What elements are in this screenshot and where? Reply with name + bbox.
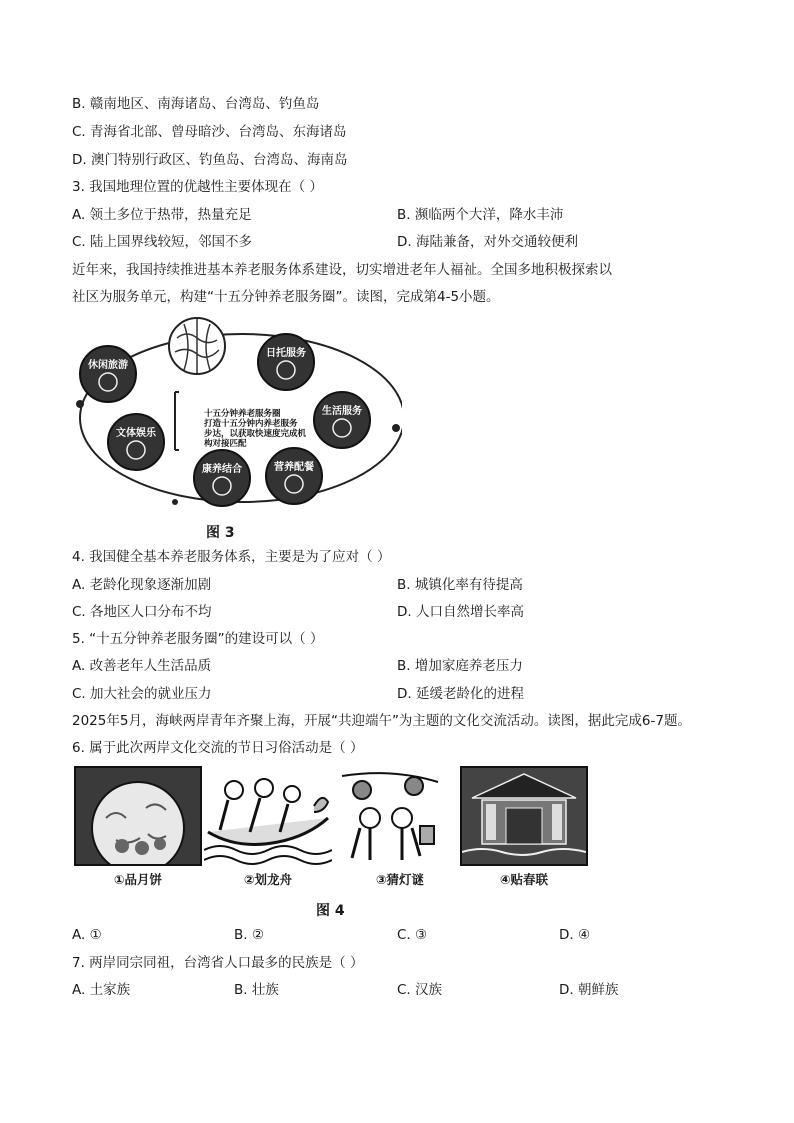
- figure-4-caption: 图 4: [316, 903, 345, 919]
- service-node-3: [314, 392, 370, 448]
- figure-3-caption: 图 3: [206, 525, 235, 541]
- service-node-2: [258, 334, 314, 390]
- figure-4-panel-1: [74, 766, 202, 888]
- figure-4-label-2: ②划龙舟: [243, 872, 293, 887]
- q7-option-b: B. 壮族: [234, 982, 279, 998]
- q3-stem: 3. 我国地理位置的优越性主要体现在（ ）: [72, 179, 323, 195]
- q6-option-b: B. ②: [234, 927, 264, 943]
- q2-option-b: B. 赣南地区、南海诸岛、台湾岛、钓鱼岛: [72, 96, 320, 112]
- q7-stem: 7. 两岸同宗同祖，台湾省人口最多的民族是（ ）: [72, 955, 364, 971]
- q4-stem: 4. 我国健全基本养老服务体系，主要是为了应对（ ）: [72, 549, 391, 565]
- q5-option-a: A. 改善老年人生活品质: [72, 658, 212, 674]
- service-node-label-2: 日托服务: [266, 348, 306, 359]
- service-node-label-5: 康养结合: [202, 464, 242, 475]
- center-text-0: 十五分钟养老服务圈: [204, 409, 281, 419]
- center-text-3: 构对接匹配: [204, 439, 247, 449]
- q3-option-c: C. 陆上国界线较短，邻国不多: [72, 234, 253, 250]
- q3-option-a: A. 领土多位于热带，热量充足: [72, 207, 252, 223]
- center-text-1: 打造十五分钟内养老服务: [204, 419, 298, 429]
- q4-option-c: C. 各地区人口分布不均: [72, 604, 212, 620]
- q4-option-d: D. 人口自然增长率高: [397, 604, 524, 620]
- service-node-label-6: 文体娱乐: [116, 428, 156, 439]
- q5-option-d: D. 延缓老龄化的进程: [397, 686, 524, 702]
- intro-4-5-line2: 社区为服务单元，构建“十五分钟养老服务圈”。读图，完成第4-5小题。: [72, 289, 500, 305]
- intro-4-5-line1: 近年来，我国持续推进基本养老服务体系建设，切实增进老年人福祉。全国多地积极探索以: [72, 262, 612, 278]
- q5-option-b: B. 增加家庭养老压力: [397, 658, 523, 674]
- q4-option-a: A. 老龄化现象逐渐加剧: [72, 577, 212, 593]
- figure-4-panel-2: [204, 766, 332, 888]
- service-node-4: [266, 448, 322, 504]
- service-node-5: [194, 450, 250, 506]
- spring-couplet-picture: [460, 766, 588, 866]
- service-node-label-1: 休闲旅游: [88, 360, 128, 371]
- globe-icon: [169, 318, 225, 374]
- q4-option-b: B. 城镇化率有待提高: [397, 577, 523, 593]
- lantern-riddle-picture: [336, 766, 464, 866]
- figure-3-diagram: [72, 316, 402, 516]
- mooncake-moon-picture: [74, 766, 202, 866]
- service-node-1: [80, 346, 136, 402]
- q2-option-c: C. 青海省北部、曾母暗沙、台湾岛、东海诸岛: [72, 124, 347, 140]
- q6-option-a: A. ①: [72, 927, 102, 943]
- figure-4-label-4: ④贴春联: [499, 872, 549, 887]
- figure-4-label-3: ③猜灯谜: [375, 872, 425, 887]
- service-node-label-3: 生活服务: [322, 406, 362, 417]
- q3-option-d: D. 海陆兼备，对外交通较便利: [397, 234, 578, 250]
- figure-4-panel-3: [336, 766, 464, 888]
- q6-option-c: C. ③: [397, 927, 428, 943]
- q6-option-d: D. ④: [559, 927, 591, 943]
- service-node-label-4: 营养配餐: [274, 462, 314, 473]
- q7-option-a: A. 土家族: [72, 982, 131, 998]
- q5-stem: 5. “十五分钟养老服务圈”的建设可以（ ）: [72, 631, 324, 647]
- dragon-boat-picture: [204, 766, 332, 866]
- figure-4-panel-4: [460, 766, 588, 888]
- figure-4-label-1: ①品月饼: [113, 872, 163, 887]
- q7-option-c: C. 汉族: [397, 982, 443, 998]
- service-node-6: [108, 414, 164, 470]
- q5-option-c: C. 加大社会的就业压力: [72, 686, 212, 702]
- q6-stem: 6. 属于此次两岸文化交流的节日习俗活动是（ ）: [72, 740, 364, 756]
- q2-option-d: D. 澳门特别行政区、钓鱼岛、台湾岛、海南岛: [72, 152, 348, 168]
- center-text-2: 步达，以获取快速度完成机: [204, 429, 307, 439]
- q3-option-b: B. 濒临两个大洋，降水丰沛: [397, 207, 564, 223]
- q7-option-d: D. 朝鲜族: [559, 982, 619, 998]
- intro-6-7: 2025年5月，海峡两岸青年齐聚上海，开展“共迎端午”为主题的文化交流活动。读图，据此完成6-7题。: [72, 713, 691, 729]
